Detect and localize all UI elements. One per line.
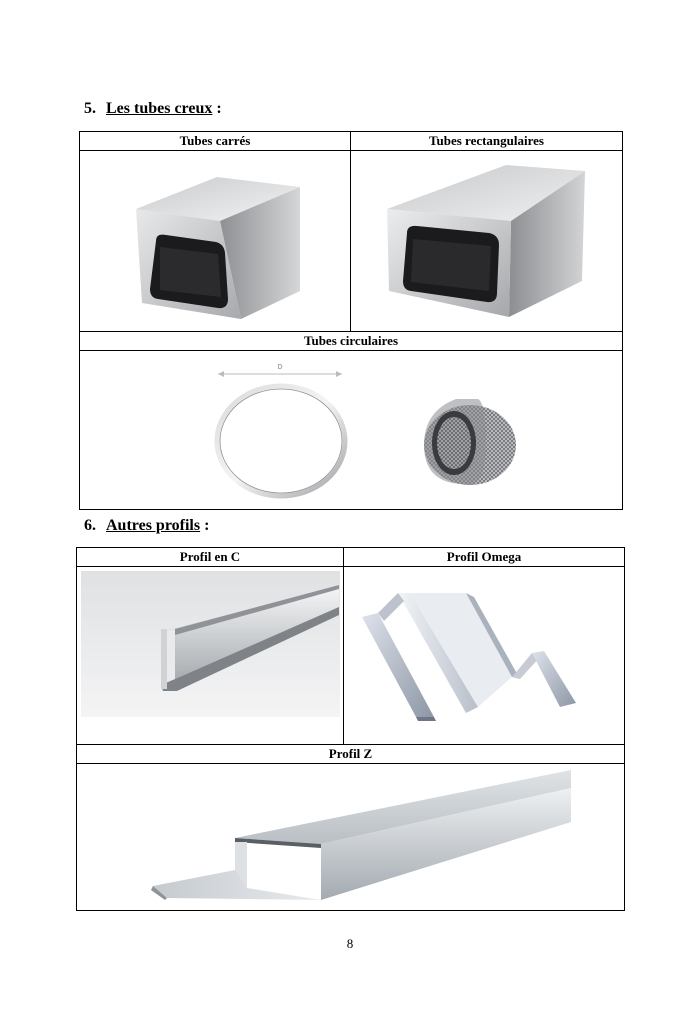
c-profile-image-cell	[77, 567, 344, 745]
section-title-suffix: :	[200, 517, 210, 534]
omega-profile-image	[344, 567, 625, 744]
section-title: Les tubes creux	[106, 100, 213, 117]
rectangular-tube-image	[351, 151, 623, 331]
section-6-heading	[84, 517, 209, 535]
square-tube-image-cell	[80, 151, 351, 332]
section-5-heading	[84, 100, 222, 118]
circular-tube-image-cell	[80, 351, 623, 510]
square-tubes-header: Tubes carrés	[80, 132, 351, 151]
z-profile-image	[77, 764, 625, 910]
rectangular-tube-image-cell	[351, 151, 623, 332]
square-tube-image	[80, 151, 351, 331]
section-number: 6.	[84, 517, 96, 534]
rectangular-tubes-header: Tubes rectangulaires	[351, 132, 623, 151]
section-number: 5.	[84, 100, 96, 117]
section-title: Autres profils	[106, 517, 201, 534]
circular-tube-image	[80, 351, 623, 509]
c-profile-header: Profil en C	[77, 548, 344, 567]
section-title-suffix: :	[212, 100, 222, 117]
c-profile-image	[77, 567, 344, 744]
z-profile-image-cell	[77, 764, 625, 911]
circular-tubes-header: Tubes circulaires	[80, 332, 623, 351]
page-number: 8	[346, 936, 354, 951]
other-profiles-table	[76, 547, 625, 911]
omega-profile-header: Profil Omega	[344, 548, 625, 567]
z-profile-header: Profil Z	[77, 745, 625, 764]
omega-profile-image-cell	[344, 567, 625, 745]
dimension-label: D	[277, 364, 283, 371]
hollow-tubes-table	[79, 131, 623, 510]
